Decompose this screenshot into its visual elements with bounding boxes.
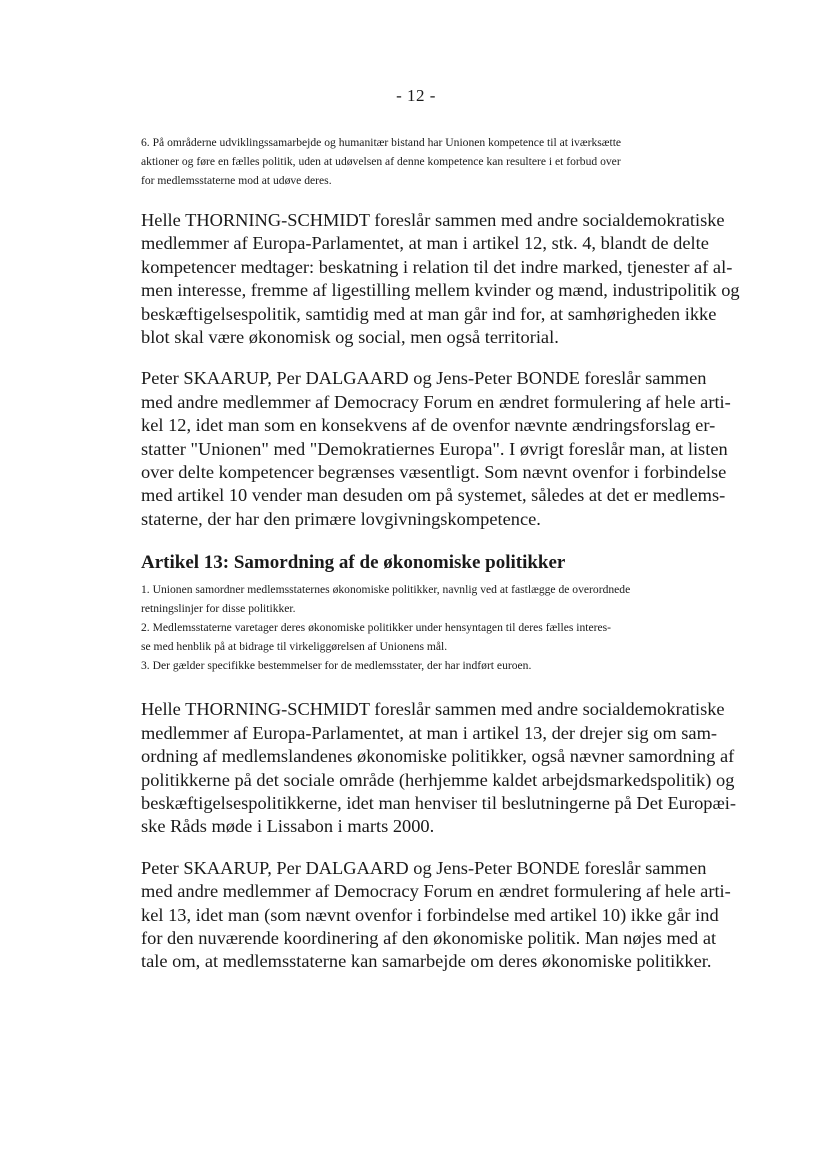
text-line: 2. Medlemsstaterne varetager deres økonomiske politikker under hensyntagen til deres fælles interes- — [141, 621, 612, 635]
text-line: 1. Unionen samordner medlemsstaternes økonomiske politikker, navnlig ved at fastlægge de overordnede — [141, 583, 631, 597]
text-line: kompetencer medtager: beskatning i relation til det indre marked, tjenester af al- — [141, 256, 733, 277]
text-line: Helle THORNING-SCHMIDT foreslår sammen med andre socialdemokratiske — [141, 699, 725, 720]
text-line: beskæftigelsespolitikkerne, idet man henviser til beslutningerne på Det Europæi- — [141, 792, 737, 813]
text-line: 3. Der gælder specifikke bestemmelser for de medlemsstater, der har indført euroen. — [141, 659, 532, 673]
paragraph-skaarup-article13 — [141, 857, 741, 974]
text-line: blot skal være økonomisk og social, men også territorial. — [141, 327, 559, 348]
text-line: Helle THORNING-SCHMIDT foreslår sammen med andre socialdemokratiske — [141, 210, 725, 230]
text-line: over delte kompetencer begrænses væsentligt. Som nævnt ovenfor i forbindelse — [141, 462, 727, 483]
text-line: med andre medlemmer af Democracy Forum en ændret formulering af hele arti- — [141, 391, 731, 412]
paragraph-skaarup-article12 — [141, 367, 741, 531]
text-line: tale om, at medlemsstaterne kan samarbejde om deres økonomiske politikker. — [141, 951, 712, 972]
paragraph-thorning-article12 — [141, 209, 741, 349]
text-line: politikkerne på det sociale område (herhjemme kaldet arbejdsmarkedspolitik) og — [141, 769, 735, 790]
text-line: beskæftigelsespolitik, samtidig med at man går ind for, at samhørigheden ikke — [141, 303, 717, 324]
text-line: se med henblik på at bidrage til virkeliggørelsen af Unionens mål. — [141, 640, 448, 654]
text-line: med artikel 10 vender man desuden om på systemet, således at det er medlems- — [141, 485, 726, 506]
text-line: kel 13, idet man (som nævnt ovenfor i forbindelse med artikel 10) ikke går ind — [141, 904, 719, 925]
page-content — [141, 133, 741, 974]
text-line: for medlemsstaterne mod at udøve deres. — [141, 174, 332, 187]
text-line: for den nuværende koordinering af den økonomiske politik. Man nøjes med at — [141, 927, 717, 948]
text-line: men interesse, fremme af ligestilling mellem kvinder og mænd, industripolitik og — [141, 280, 740, 301]
text-line: 6. På områderne udviklingssamarbejde og humanitær bistand har Unionen kompetence til at iværksætte — [141, 136, 622, 149]
text-line: med andre medlemmer af Democracy Forum en ændret formulering af hele arti- — [141, 881, 731, 902]
text-line: medlemmer af Europa-Parlamentet, at man i artikel 12, stk. 4, blandt de delte — [141, 233, 709, 254]
article12-item6 — [141, 133, 741, 190]
page-number: - 12 - — [396, 86, 436, 105]
text-line: aktioner og føre en fælles politik, uden at udøvelsen af denne kompetence kan resultere i et forbud over — [141, 155, 621, 168]
text-line: ske Råds møde i Lissabon i marts 2000. — [141, 816, 435, 837]
article13-items — [141, 580, 741, 675]
text-line: kel 12, idet man som en konsekvens af de ovenfor nævnte ændringsforslag er- — [141, 415, 716, 436]
text-line: statter "Unionen" med "Demokratiernes Europa". I øvrigt foreslår man, at listen — [141, 438, 728, 459]
text-line: staterne, der har den primære lovgivningskompetence. — [141, 508, 541, 529]
text-line: Peter SKAARUP, Per DALGAARD og Jens-Peter BONDE foreslår sammen — [141, 368, 707, 389]
text-line: medlemmer af Europa-Parlamentet, at man i artikel 13, der drejer sig om sam- — [141, 722, 718, 743]
paragraph-thorning-article13 — [141, 698, 741, 838]
article13-heading: Artikel 13: Samordning af de økonomiske politikker — [141, 552, 566, 574]
text-line: Peter SKAARUP, Per DALGAARD og Jens-Peter BONDE foreslår sammen — [141, 857, 707, 878]
text-line: retningslinjer for disse politikker. — [141, 602, 296, 616]
text-line: ordning af medlemslandenes økonomiske politikker, også nævner samordning af — [141, 746, 735, 767]
